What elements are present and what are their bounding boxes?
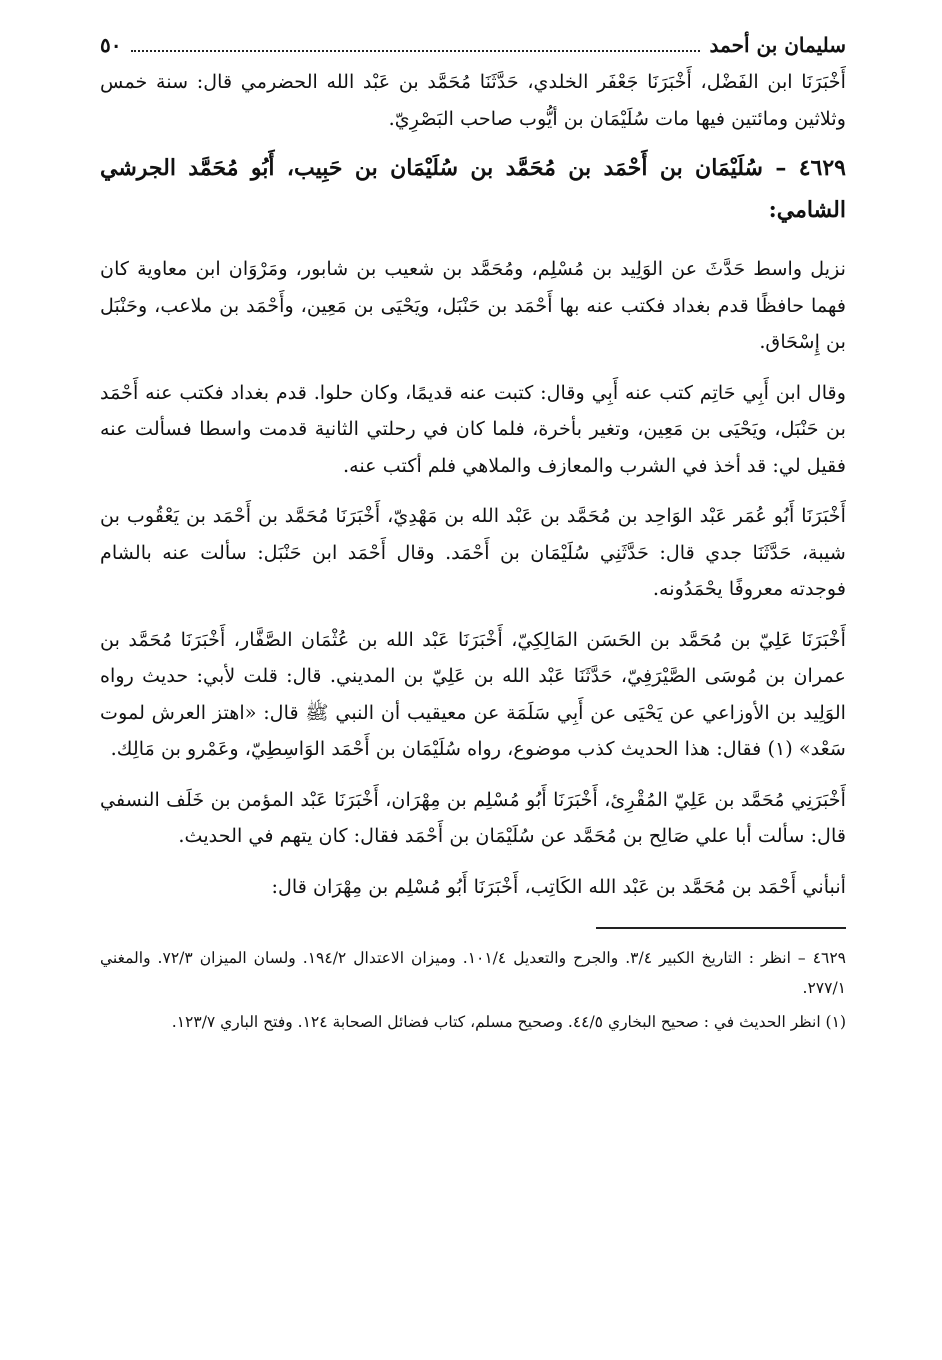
paragraph-preceding-entry: أَخْبَرَنَا ابن الفَضْل، أَخْبَرَنَا جَعْفَر الخلدي، حَدَّثَنَا مُحَمَّد بن عَبْد الله الحضرمي قال: سنة خمس وثلاثين ومائتين فيها مات سُلَيْمَان بن أيُّوب صاحب البَصْرِيّ. xyxy=(100,70,846,130)
footnote: ٤٦٢٩ – انظر : التاريخ الكبير ٣/٤. والجرح والتعديل ١٠١/٤. وميزان الاعتدال ١٩٤/٢. ولسان الميزان ٧٢/٣. والمغني ٢٧٧/١. xyxy=(100,949,846,997)
paragraph: أَخْبَرَنِي مُحَمَّد بن عَلِيّ المُقْرِئ، أَخْبَرَنَا أَبُو مُسْلِم بن مِهْرَان، أَخْبَرَنَا عَبْد المؤمن بن خَلَف النسفي قال: سألت أبا علي صَالِح بن مُحَمَّد عن سُلَيْمَان بن أَحْمَد فقال: كان يتهم في الحديث. xyxy=(100,787,846,847)
paragraph: أنبأني أَحْمَد بن مُحَمَّد بن عَبْد الله الكَاتِب، أَخْبَرَنَا أَبُو مُسْلِم بن مِهْرَان قال: xyxy=(271,874,846,898)
footnote-separator xyxy=(596,927,846,929)
entry-heading: ٤٦٢٩ – سُلَيْمَان بن أَحْمَد بن مُحَمَّد بن سُلَيْمَان بن حَبِيب، أَبُو مُحَمَّد الجرشي الشامي: xyxy=(100,155,846,223)
paragraph: أَخْبَرَنَا أَبُو عُمَر عَبْد الوَاحِد بن مُحَمَّد بن عَبْد الله بن مَهْدِيّ، أَخْبَرَنَا مُحَمَّد بن أَحْمَد بن يَعْقُوب بن شيبة، حَدَّثَنَا جدي قال: حَدَّثَنِي سُلَيْمَان بن أَحْمَد. وقال أَحْمَد ابن حَنْبَل: سألت عنه بالشام فوجدته معروفًا يحْمَدُونه. xyxy=(100,504,846,600)
header-dotted-leader xyxy=(131,50,699,52)
page-header xyxy=(100,30,846,60)
footnote: (١) انظر الحديث في : صحيح البخاري ٤٤/٥. وصحيح مسلم، كتاب فضائل الصحابة ١٢٤. وفتح الباري ١٢٣/٧. xyxy=(171,1013,846,1031)
paragraph: وقال ابن أَبِي حَاتِم كتب عنه أَبِي وقال: كتبت عنه قديمًا، وكان حلوا. قدم بغداد فكتب عنه أَحْمَد بن حَنْبَل، ويَحْيَى بن مَعِين، وتغير بأخرة، فلما كان في رحلتي الثانية قدمت واسطا فسألت عنه فقيل لي: قد أخذ في الشرب والمعازف والملاهي فلم أكتب عنه. xyxy=(100,380,846,477)
page-number: ٥٠ xyxy=(100,33,122,57)
running-title: سليمان بن أحمد xyxy=(709,33,846,57)
paragraph: أَخْبَرَنَا عَلِيّ بن مُحَمَّد بن الحَسَن المَالِكِيّ، أَخْبَرَنَا عَبْد الله بن عُثْمَان الصَّفَّار، أَخْبَرَنَا مُحَمَّد بن عمران بن مُوسَى الصَّيْرَفِيّ، حَدَّثَنَا عَبْد الله بن عَلِيّ بن المديني. قال: قلت لأبي: حديث رواه الوَلِيد بن الأوزاعي عن يَحْيَى عن أَبِي سَلَمَة عن معيقيب أن النبي ﷺ قال: «اهتز العرش لموت سَعْد» (١) فقال: هذا الحديث كذب موضوع، رواه سُلَيْمَان بن أَحْمَد الوَاسِطِيّ، وعَمْرو بن مَالِك. xyxy=(100,627,846,760)
paragraph: نزيل واسط حَدَّثَ عن الوَلِيد بن مُسْلِم، ومُحَمَّد بن شعيب بن شابور، ومَرْوَان ابن معاوية كان فهما حافظًا قدم بغداد فكتب عنه بها أَحْمَد بن حَنْبَل، ويَحْيَى بن مَعِين، وأَحْمَد بن ملاعب، وحَنْبَل بن إِسْحَاق. xyxy=(100,257,846,353)
